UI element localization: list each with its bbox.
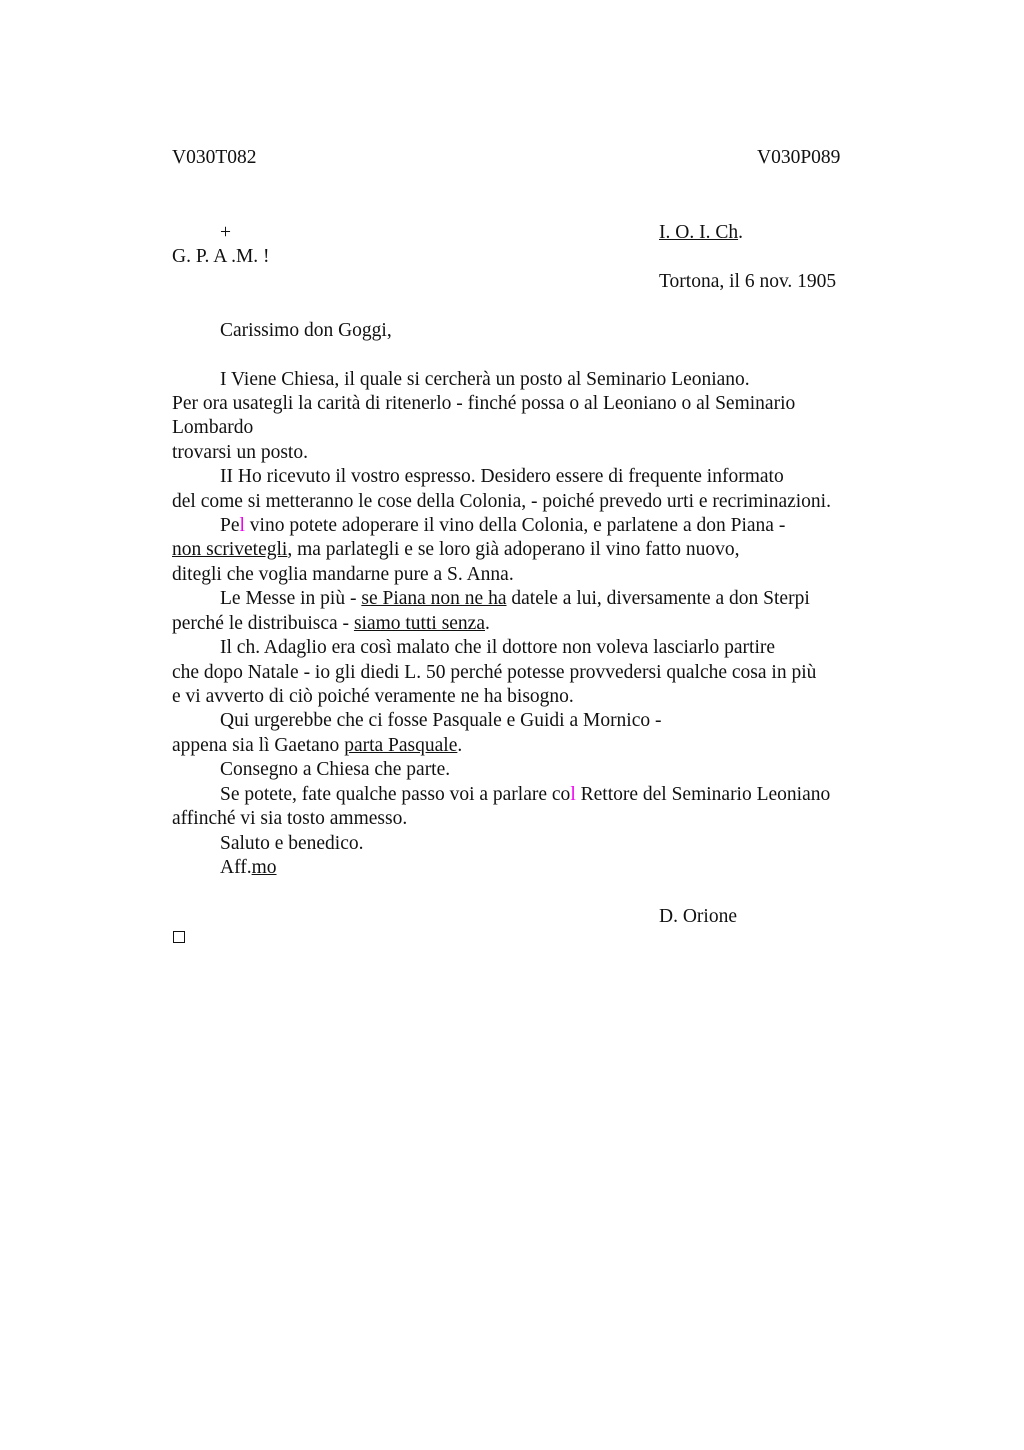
gpam-heading: G. P. A .M. ! <box>172 246 270 267</box>
paragraph-8-line-2: affinché vi sia tosto ammesso. <box>172 808 408 829</box>
paragraph-3-line-2 <box>172 538 740 562</box>
paragraph-6-line-2 <box>172 734 462 758</box>
p4-line2-b: . <box>485 613 490 634</box>
document-code-right: V030P089 <box>757 147 841 168</box>
p4-underlined-text: se Piana non ne ha <box>361 588 507 609</box>
aff-superscript-underlined: mo <box>251 857 277 878</box>
closing-greeting: Saluto e benedico. <box>220 833 364 854</box>
paragraph-1-line-3: Lombardo <box>172 417 254 438</box>
p8-text-a: Se potete, fate qualche passo voi a parlare co <box>220 784 571 805</box>
p6-text-a: appena sia lì Gaetano <box>172 735 345 756</box>
end-of-document-square-icon <box>173 931 185 943</box>
paragraph-6-line-1: Qui urgerebbe che ci fosse Pasquale e Guidi a Mornico - <box>220 710 662 731</box>
paragraph-4-line-1 <box>220 587 810 611</box>
paragraph-1-line-1: I Viene Chiesa, il quale si cercherà un posto al Seminario Leoniano. <box>220 369 750 390</box>
p6-underlined-text: parta Pasquale <box>344 735 458 756</box>
ioich-heading <box>659 221 743 245</box>
p8-correction-mark: l <box>570 784 576 805</box>
paragraph-5-line-3: e vi avverto di ciò poiché veramente ne ha bisogno. <box>172 686 574 707</box>
ioich-text: I. O. I. Ch <box>659 222 739 243</box>
paragraph-2-line-2: del come si metteranno le cose della Colonia, - poiché prevedo urti e recriminazioni. <box>172 491 831 512</box>
p4-text-a: Le Messe in più - <box>220 588 362 609</box>
paragraph-1-line-4: trovarsi un posto. <box>172 442 308 463</box>
p4-line2-underlined: siamo tutti senza <box>353 613 485 634</box>
p3-line2-rest: , ma parlategli e se loro già adoperano il vino fatto nuovo, <box>287 539 740 560</box>
p3-correction-mark: l <box>239 515 245 536</box>
cross-symbol: + <box>220 222 231 243</box>
document-code-left: V030T082 <box>172 147 257 168</box>
p4-text-b: datele a lui, diversamente a don Sterpi <box>506 588 810 609</box>
paragraph-1-line-2: Per ora usategli la carità di ritenerlo - finché possa o al Leoniano o al Seminario <box>172 393 796 414</box>
paragraph-5-line-2: che dopo Natale - io gli diedi L. 50 perché potesse provvedersi qualche cosa in più <box>172 662 817 683</box>
paragraph-2-line-1: II Ho ricevuto il vostro espresso. Desidero essere di frequente informato <box>220 466 784 487</box>
p3-underlined-text: non scrivetegli <box>172 539 288 560</box>
p3-text-b: vino potete adoperare il vino della Colonia, e parlatene a don Piana - <box>244 515 786 536</box>
aff-text: Aff. <box>220 857 252 878</box>
p8-text-b: Rettore del Seminario Leoniano <box>575 784 831 805</box>
paragraph-4-line-2 <box>172 612 490 636</box>
paragraph-7-line-1: Consegno a Chiesa che parte. <box>220 759 451 780</box>
p3-text-a: Pe <box>220 515 240 536</box>
signature: D. Orione <box>659 906 737 927</box>
paragraph-3-line-3: ditegli che voglia mandarne pure a S. Anna. <box>172 564 514 585</box>
paragraph-8-line-1 <box>220 783 830 807</box>
ioich-period: . <box>738 222 743 243</box>
paragraph-3-line-1 <box>220 514 785 538</box>
p4-line2-a: perché le distribuisca - <box>172 613 354 634</box>
paragraph-5-line-1: Il ch. Adaglio era così malato che il dottore non voleva lasciarlo partire <box>220 637 776 658</box>
salutation: Carissimo don Goggi, <box>220 320 392 341</box>
place-date: Tortona, il 6 nov. 1905 <box>659 271 837 292</box>
p6-text-b: . <box>457 735 463 756</box>
closing-aff <box>220 856 277 880</box>
